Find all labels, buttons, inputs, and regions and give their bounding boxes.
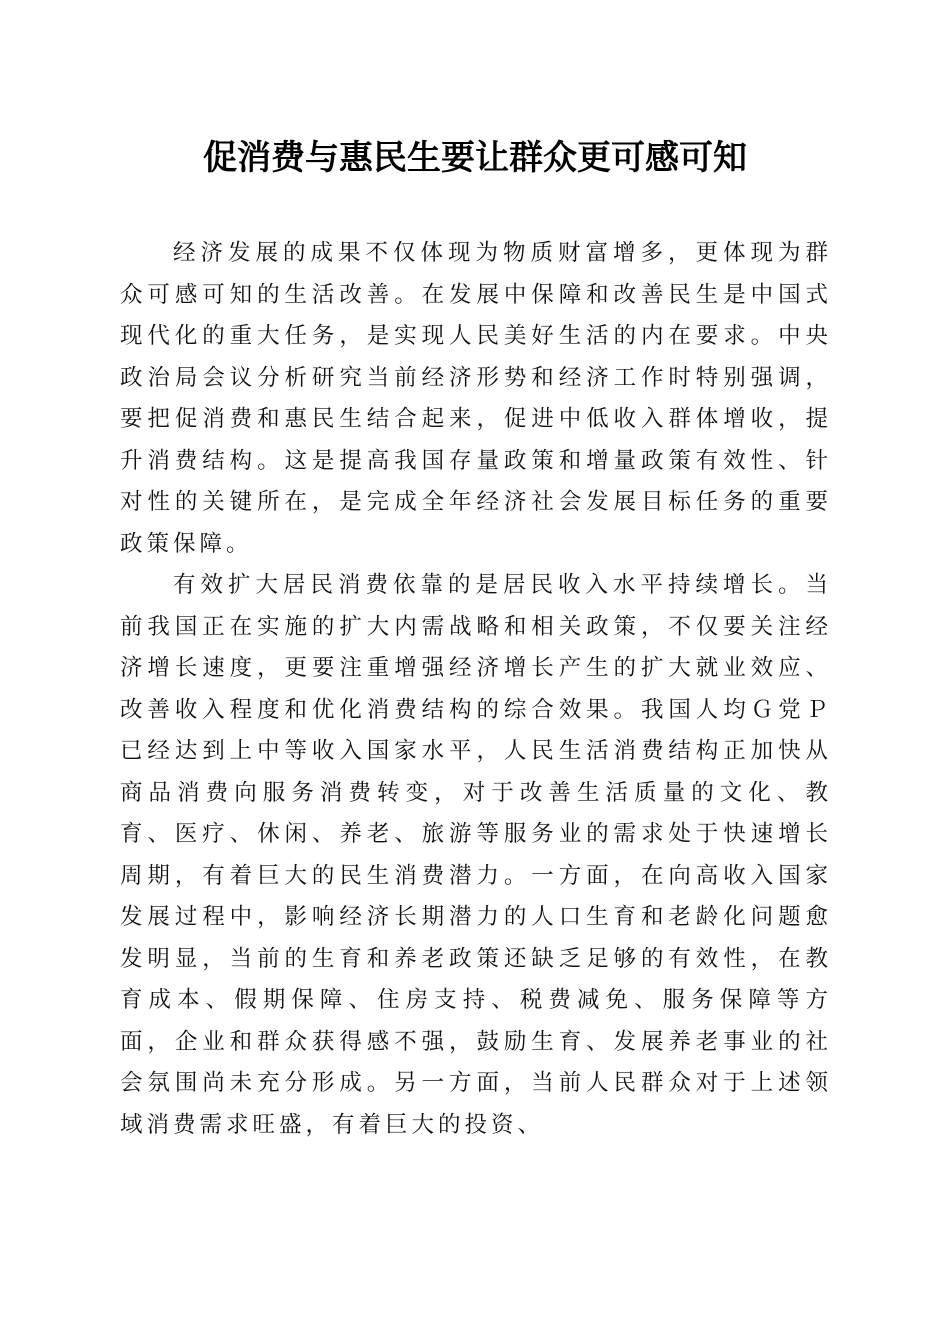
- document-title: 促消费与惠民生要让群众更可感可知: [203, 138, 747, 178]
- paragraph-2: 有效扩大居民消费依靠的是居民收入水平持续增长。当前我国正在实施的扩大内需战略和相关政策，不仅要关注经济增长速度，更要注重增强经济增长产生的扩大就业效应、改善收入程度和优化消费结构的综合效果。我国人均Ｇ党Ｐ已经达到上中等收入国家水平，人民生活消费结构正加快从商品消费向服务消费转变，对于改善生活质量的文化、教育、医疗、休闲、养老、旅游等服务业的需求处于快速增长周期，有着巨大的民生消费潜力。一方面，在向高收入国家发展过程中，影响经济长期潜力的人口生育和老龄化问题愈发明显，当前的生育和养老政策还缺乏足够的有效性，在教育成本、假期保障、住房支持、税费减免、服务保障等方面，企业和群众获得感不强，鼓励生育、发展养老事业的社会氛围尚未充分形成。另一方面，当前人民群众对于上述领域消费需求旺盛，有着巨大的投资、: [120, 572, 832, 1138]
- paragraph-1: 经济发展的成果不仅体现为物质财富增多，更体现为群众可感可知的生活改善。在发展中保障和改善民生是中国式现代化的重大任务，是实现人民美好生活的内在要求。中央政治局会议分析研究当前经济形势和经济工作时特别强调，要把促消费和惠民生结合起来，促进中低收入群体增收，提升消费结构。这是提高我国存量政策和增量政策有效性、针对性的关键所在，是完成全年经济社会发展目标任务的重要政策保障。: [120, 240, 832, 557]
- document-body: [120, 233, 832, 1146]
